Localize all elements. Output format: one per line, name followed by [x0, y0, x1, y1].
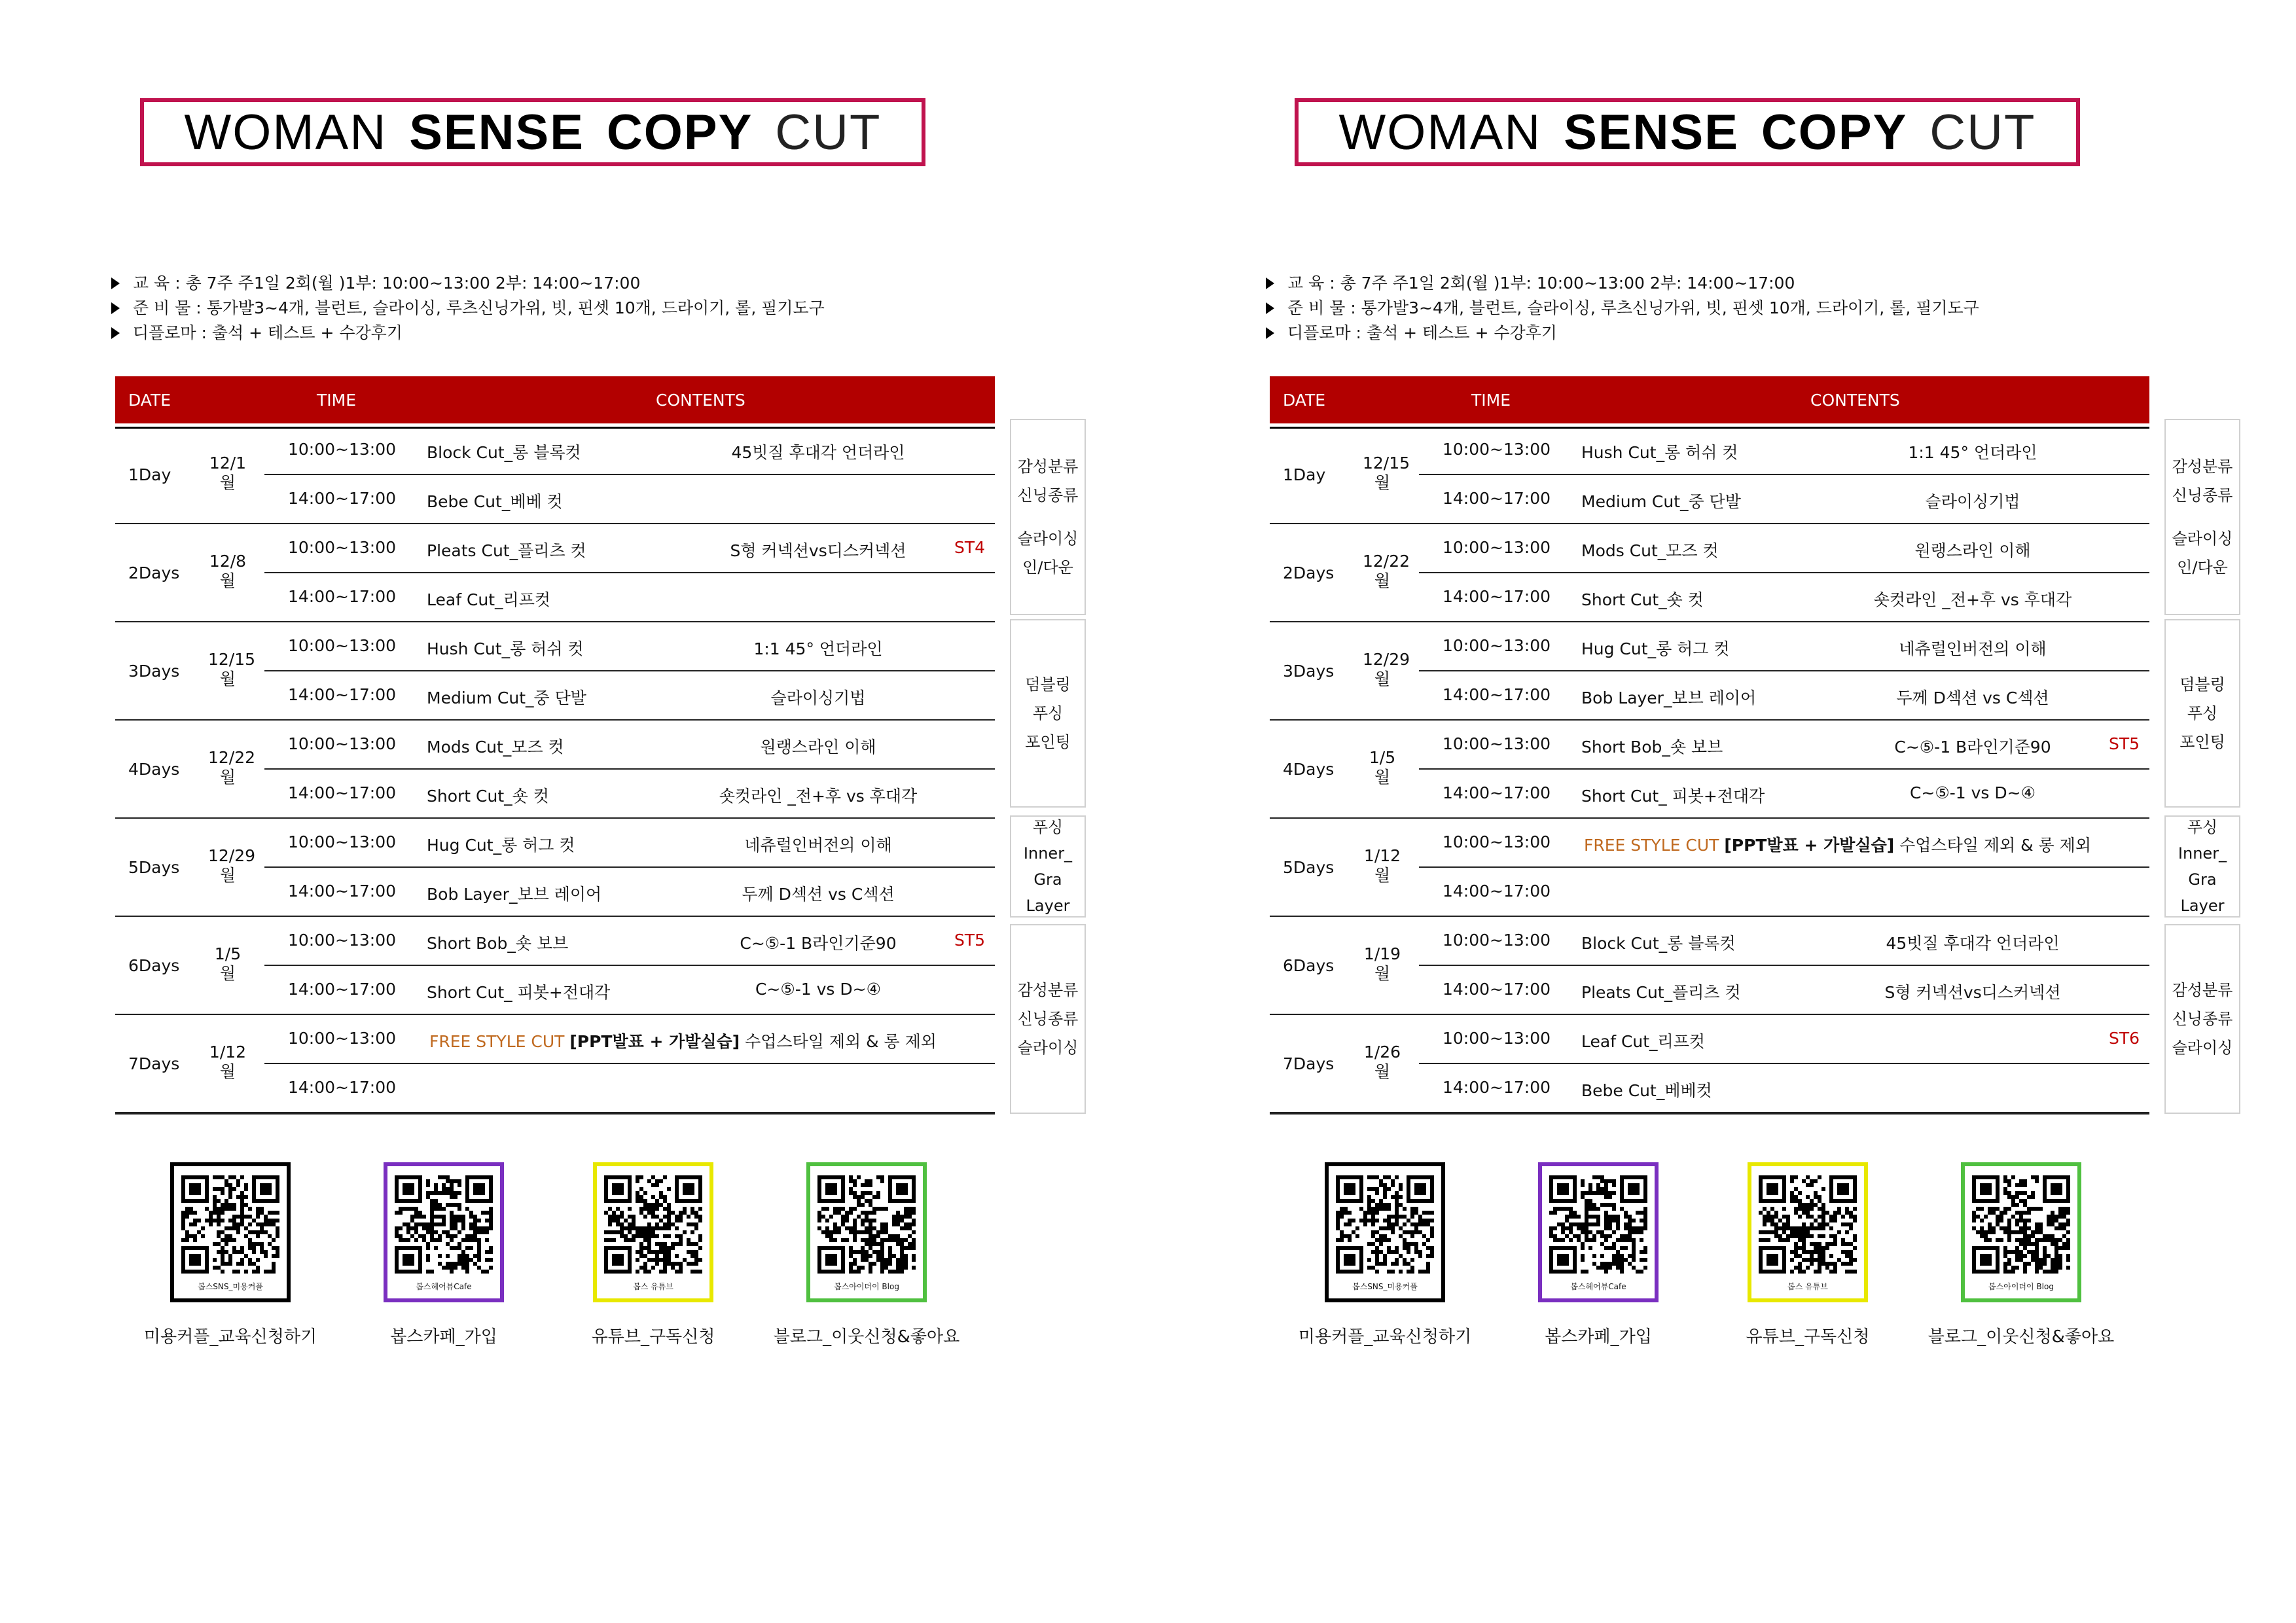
technique-text: 포인팅	[1025, 733, 1071, 751]
weekday-value: 월	[219, 571, 236, 590]
st-badge: ST4	[954, 538, 986, 557]
technique-text: 신닝종류	[1017, 1010, 1079, 1028]
cut-description: 숏컷라인 _전+후 vs 후대각	[719, 787, 918, 806]
info-text: 준 비 물 : 통가발3~4개, 블런트, 슬라이싱, 루츠신닝가위, 빗, 핀셋 10개, 드라이기, 롤, 필기도구	[1287, 298, 1979, 317]
date-value: 12/22	[1363, 552, 1410, 571]
header-date: DATE	[1283, 391, 1326, 410]
cut-name: Short Cut_숏 컷	[427, 787, 549, 806]
date-label	[208, 748, 256, 787]
technique-text: 감성분류	[1017, 981, 1079, 999]
cut-description: S형 커넥션vs디스커넥션	[1884, 983, 2061, 1002]
date-value: 12/8	[209, 552, 247, 571]
date-label	[1363, 748, 1402, 787]
technique-text: Inner_	[1023, 844, 1073, 863]
cut-name: Block Cut_롱 블록컷	[427, 443, 581, 462]
qr-link-label: 봅스카페_가입	[1545, 1327, 1652, 1347]
date-value: 1/5	[1369, 748, 1396, 767]
cut-name: Medium Cut_중 단발	[1581, 492, 1741, 511]
date-label	[1363, 454, 1410, 493]
cut-name: Mods Cut_모즈 컷	[1581, 541, 1719, 560]
day-divider	[115, 719, 995, 721]
header-contents: CONTENTS	[1810, 391, 1900, 410]
technique-text: Layer	[1026, 897, 1070, 915]
day-label: 7Days	[1283, 1054, 1335, 1073]
bullet-triangle-icon	[1266, 327, 1274, 339]
day-divider	[115, 817, 995, 819]
technique-box	[1010, 815, 1086, 918]
cut-name: Block Cut_롱 블록컷	[1581, 934, 1736, 953]
day-label: 1Day	[128, 465, 171, 484]
cut-name: Mods Cut_모즈 컷	[427, 738, 564, 757]
cut-name: Medium Cut_중 단발	[427, 688, 586, 707]
day-label: 6Days	[1283, 956, 1335, 975]
cut-description: 두께 D섹션 vs C섹션	[742, 885, 895, 904]
day-divider	[1270, 523, 2149, 524]
technique-box	[2164, 924, 2240, 1114]
cut-name: Short Cut_ 피봇+전대각	[1581, 787, 1765, 806]
day-divider	[1270, 916, 2149, 917]
course-info	[111, 271, 825, 346]
date-value: 1/12	[1363, 846, 1401, 865]
technique-box	[1010, 619, 1086, 808]
day-divider	[1270, 1014, 2149, 1015]
cut-description: 원랭스라인 이해	[1914, 541, 2031, 560]
table-header	[115, 376, 995, 423]
date-value: 12/22	[208, 748, 256, 767]
title-word-cut: CUT	[1929, 104, 2036, 160]
session-time: 14:00~17:00	[1443, 1078, 1551, 1097]
session-time: 10:00~13:00	[288, 832, 397, 851]
cut-description: S형 커넥션vs디스커넥션	[730, 541, 906, 560]
free-style-note: 수업스타일 제외 & 롱 제외	[1899, 836, 2091, 855]
qr-caption: 봅스아이더이 Blog	[1988, 1282, 2054, 1291]
row-divider	[264, 670, 995, 671]
technique-text: 푸싱	[1032, 818, 1064, 836]
session-time: 14:00~17:00	[288, 980, 397, 999]
day-divider	[115, 523, 995, 524]
technique-text: Inner_	[2178, 844, 2227, 863]
cut-name: Pleats Cut_플리츠 컷	[1581, 983, 1741, 1002]
title-word-copy: COPY	[606, 104, 753, 160]
qr-link-label: 유튜브_구독신청	[591, 1327, 715, 1347]
technique-text: 슬라이싱	[2172, 1039, 2233, 1057]
technique-box	[1010, 419, 1086, 615]
weekday-value: 월	[1374, 768, 1391, 787]
info-line	[1266, 296, 1979, 321]
cut-description: 슬라이싱기법	[1925, 492, 2020, 511]
day-divider	[115, 1112, 995, 1115]
free-style-content	[1584, 832, 2091, 856]
cut-description: C~⑤-1 B라인기준90	[1894, 738, 2051, 757]
date-label	[1363, 650, 1410, 689]
cut-description: C~⑤-1 B라인기준90	[740, 934, 897, 953]
technique-box	[2164, 619, 2240, 808]
qr-caption: 봅스헤어뷰Cafe	[1570, 1282, 1626, 1291]
date-value: 12/29	[208, 846, 256, 865]
technique-text: 감성분류	[1017, 457, 1079, 476]
technique-text: 덤블링	[1025, 675, 1071, 694]
free-style-label: FREE STYLE CUT	[429, 1032, 565, 1051]
qr-code-icon	[1549, 1175, 1647, 1274]
session-time: 10:00~13:00	[1443, 1029, 1551, 1048]
date-value: 12/15	[1363, 454, 1410, 473]
title-word-copy: COPY	[1761, 104, 1908, 160]
technique-text: Gra	[1033, 870, 1062, 889]
date-value: 1/5	[214, 944, 242, 963]
session-time: 14:00~17:00	[1443, 489, 1551, 508]
page-title	[140, 98, 925, 166]
date-value: 12/1	[209, 454, 247, 473]
qr-caption: 봅스아이더이 Blog	[834, 1282, 899, 1291]
free-style-content	[429, 1029, 937, 1052]
session-time: 10:00~13:00	[288, 636, 397, 655]
qr-caption: 봅스 유튜브	[633, 1282, 673, 1291]
date-label	[208, 944, 247, 984]
cut-name: Hush Cut_롱 허쉬 컷	[1581, 443, 1738, 462]
session-time: 14:00~17:00	[1443, 685, 1551, 704]
header-time: TIME	[317, 391, 357, 410]
session-time: 14:00~17:00	[1443, 783, 1551, 802]
qr-link-label: 미용커플_교육신청하기	[1298, 1327, 1472, 1347]
session-time: 10:00~13:00	[1443, 734, 1551, 753]
date-value: 1/19	[1363, 944, 1401, 963]
session-time: 10:00~13:00	[1443, 832, 1551, 851]
session-time: 14:00~17:00	[1443, 980, 1551, 999]
weekday-value: 월	[1374, 473, 1391, 492]
technique-text: 신닝종류	[1017, 486, 1079, 505]
weekday-value: 월	[219, 1062, 236, 1081]
ppt-label: [PPT발표 + 가발실습]	[569, 1032, 740, 1051]
technique-text: 신닝종류	[2172, 486, 2233, 505]
session-time: 14:00~17:00	[288, 685, 397, 704]
technique-text: 신닝종류	[2172, 1010, 2233, 1028]
bullet-triangle-icon	[111, 277, 120, 289]
date-label	[208, 552, 247, 591]
date-label	[1363, 552, 1410, 591]
qr-code	[384, 1162, 504, 1302]
info-text: 교 육 : 총 7주 주1일 2회(월 )1부: 10:00~13:00 2부: 14:00~17:00	[133, 274, 641, 293]
date-label	[208, 454, 247, 493]
qr-link-label: 미용커플_교육신청하기	[143, 1327, 317, 1347]
cut-name: Short Bob_숏 보브	[427, 934, 569, 953]
row-divider	[1419, 670, 2149, 671]
technique-text: Layer	[2180, 897, 2225, 915]
cut-description: C~⑤-1 vs D~④	[1909, 783, 2036, 802]
day-label: 1Day	[1283, 465, 1326, 484]
technique-text: 푸싱	[2187, 818, 2218, 836]
date-value: 1/12	[209, 1043, 247, 1061]
row-divider	[264, 572, 995, 573]
session-time: 10:00~13:00	[1443, 636, 1551, 655]
technique-text: Gra	[2188, 870, 2217, 889]
cut-name: Leaf Cut_리프컷	[427, 590, 550, 609]
day-divider	[1270, 719, 2149, 721]
technique-text: 인/다운	[2177, 558, 2228, 577]
session-time: 10:00~13:00	[288, 538, 397, 557]
cut-name: Short Bob_숏 보브	[1581, 738, 1723, 757]
weekday-value: 월	[219, 768, 236, 787]
weekday-value: 월	[1374, 571, 1391, 590]
day-divider	[115, 916, 995, 917]
course-info	[1266, 271, 1979, 346]
day-label: 2Days	[1283, 563, 1335, 582]
row-divider	[264, 1063, 995, 1064]
bullet-triangle-icon	[111, 327, 120, 339]
ppt-label: [PPT발표 + 가발실습]	[1724, 836, 1895, 855]
cut-description: 45빗질 후대각 언더라인	[731, 443, 905, 462]
row-divider	[264, 474, 995, 475]
cut-description: 1:1 45° 언더라인	[753, 639, 883, 658]
day-label: 3Days	[1283, 662, 1335, 681]
day-divider	[1270, 1112, 2149, 1115]
info-line	[1266, 321, 1979, 346]
technique-text: 푸싱	[2187, 704, 2218, 722]
row-divider	[264, 866, 995, 868]
technique-text: 푸싱	[1032, 704, 1064, 722]
title-word-sense: SENSE	[1564, 104, 1739, 160]
cut-name: Bob Layer_보브 레이어	[427, 885, 602, 904]
day-label: 7Days	[128, 1054, 180, 1073]
qr-link-label: 블로그_이웃신청&좋아요	[773, 1327, 960, 1347]
qr-code	[1538, 1162, 1659, 1302]
weekday-value: 월	[219, 964, 236, 983]
qr-link-label: 유튜브_구독신청	[1746, 1327, 1870, 1347]
session-time: 14:00~17:00	[1443, 587, 1551, 606]
date-label	[1363, 846, 1402, 885]
day-label: 3Days	[128, 662, 180, 681]
day-label: 5Days	[128, 858, 180, 877]
session-time: 10:00~13:00	[1443, 931, 1551, 950]
info-text: 디플로마 : 출석 + 테스트 + 수강후기	[133, 323, 403, 342]
cut-name: Bebe Cut_베베 컷	[427, 492, 563, 511]
technique-text: 슬라이싱	[2172, 529, 2233, 548]
session-time: 14:00~17:00	[288, 489, 397, 508]
free-style-label: FREE STYLE CUT	[1584, 836, 1719, 855]
info-line	[1266, 271, 1979, 296]
day-label: 6Days	[128, 956, 180, 975]
row-divider	[1419, 1063, 2149, 1064]
session-time: 14:00~17:00	[288, 1078, 397, 1097]
date-label	[208, 650, 256, 689]
info-text: 준 비 물 : 통가발3~4개, 블런트, 슬라이싱, 루츠신닝가위, 빗, 핀셋 10개, 드라이기, 롤, 필기도구	[133, 298, 825, 317]
session-time: 10:00~13:00	[288, 734, 397, 753]
qr-caption: 봅스 유튜브	[1787, 1282, 1828, 1291]
technique-box	[2164, 815, 2240, 918]
info-text: 교 육 : 총 7주 주1일 2회(월 )1부: 10:00~13:00 2부: 14:00~17:00	[1287, 274, 1795, 293]
technique-text: 슬라이싱	[1017, 1039, 1079, 1057]
date-label	[208, 1043, 247, 1082]
header-contents: CONTENTS	[656, 391, 745, 410]
row-divider	[1419, 474, 2149, 475]
technique-text: 인/다운	[1022, 558, 1073, 577]
qr-code-icon	[604, 1175, 702, 1274]
technique-text: 감성분류	[2172, 981, 2233, 999]
cut-description: 숏컷라인 _전+후 vs 후대각	[1873, 590, 2072, 609]
bullet-triangle-icon	[1266, 277, 1274, 289]
header-date: DATE	[128, 391, 171, 410]
qr-code-icon	[395, 1175, 493, 1274]
row-divider	[1419, 965, 2149, 966]
qr-code	[806, 1162, 927, 1302]
qr-code-icon	[1759, 1175, 1857, 1274]
cut-name: Leaf Cut_리프컷	[1581, 1032, 1705, 1051]
weekday-value: 월	[1374, 1062, 1391, 1081]
cut-name: Bob Layer_보브 레이어	[1581, 688, 1757, 707]
session-time: 14:00~17:00	[288, 882, 397, 901]
st-badge: ST5	[954, 931, 986, 950]
date-value: 12/29	[1363, 650, 1410, 669]
date-label	[208, 846, 256, 885]
weekday-value: 월	[219, 669, 236, 688]
title-word-cut: CUT	[775, 104, 882, 160]
session-time: 14:00~17:00	[288, 783, 397, 802]
row-divider	[264, 965, 995, 966]
day-divider	[1270, 817, 2149, 819]
date-value: 12/15	[208, 650, 256, 669]
qr-code	[1748, 1162, 1868, 1302]
session-time: 10:00~13:00	[288, 440, 397, 459]
technique-text: 포인팅	[2179, 733, 2225, 751]
cut-name: Pleats Cut_플리츠 컷	[427, 541, 586, 560]
cut-description: 45빗질 후대각 언더라인	[1886, 934, 2060, 953]
technique-box	[2164, 419, 2240, 615]
session-time: 10:00~13:00	[1443, 538, 1551, 557]
session-time: 10:00~13:00	[1443, 440, 1551, 459]
title-word-woman: WOMAN	[184, 104, 387, 160]
cut-name: Hug Cut_롱 허그 컷	[1581, 639, 1730, 658]
row-divider	[264, 768, 995, 770]
row-divider	[1419, 572, 2149, 573]
weekday-value: 월	[219, 866, 236, 885]
qr-code-icon	[817, 1175, 916, 1274]
day-label: 2Days	[128, 563, 180, 582]
weekday-value: 월	[1374, 669, 1391, 688]
weekday-value: 월	[1374, 866, 1391, 885]
qr-link-label: 블로그_이웃신청&좋아요	[1928, 1327, 2115, 1347]
technique-text: 감성분류	[2172, 457, 2233, 476]
session-time: 10:00~13:00	[288, 931, 397, 950]
technique-text: 덤블링	[2179, 675, 2225, 694]
qr-code-icon	[1336, 1175, 1434, 1274]
free-style-note: 수업스타일 제외 & 롱 제외	[745, 1032, 937, 1051]
qr-caption: 봅스SNS_미용커플	[1352, 1282, 1418, 1291]
day-divider	[115, 621, 995, 622]
date-label	[1363, 944, 1402, 984]
row-divider	[1419, 768, 2149, 770]
cut-name: Bebe Cut_베베컷	[1581, 1081, 1712, 1100]
weekday-value: 월	[1374, 964, 1391, 983]
table-header	[1270, 376, 2149, 423]
technique-box	[1010, 924, 1086, 1114]
session-time: 10:00~13:00	[288, 1029, 397, 1048]
qr-caption: 봅스SNS_미용커플	[198, 1282, 263, 1291]
cut-description: 네츄럴인버전의 이해	[744, 836, 892, 855]
day-label: 4Days	[128, 760, 180, 779]
date-label	[1363, 1043, 1402, 1082]
st-badge: ST6	[2109, 1029, 2140, 1048]
cut-description: C~⑤-1 vs D~④	[755, 980, 882, 999]
info-line	[111, 296, 825, 321]
cut-description: 1:1 45° 언더라인	[1908, 443, 2037, 462]
cut-description: 원랭스라인 이해	[760, 738, 876, 757]
cut-name: Short Cut_ 피봇+전대각	[427, 983, 611, 1002]
row-divider	[1419, 866, 2149, 868]
qr-caption: 봅스헤어뷰Cafe	[416, 1282, 472, 1291]
cut-description: 두께 D섹션 vs C섹션	[1896, 688, 2049, 707]
date-value: 1/26	[1363, 1043, 1401, 1061]
qr-code	[593, 1162, 713, 1302]
technique-text: 슬라이싱	[1017, 529, 1079, 548]
info-line	[111, 271, 825, 296]
qr-code	[1325, 1162, 1445, 1302]
st-badge: ST5	[2109, 734, 2140, 753]
bullet-triangle-icon	[1266, 302, 1274, 314]
qr-code-icon	[181, 1175, 279, 1274]
qr-code	[170, 1162, 291, 1302]
qr-code	[1961, 1162, 2081, 1302]
day-divider	[115, 1014, 995, 1015]
cut-name: Hush Cut_롱 허쉬 컷	[427, 639, 584, 658]
info-text: 디플로마 : 출석 + 테스트 + 수강후기	[1287, 323, 1557, 342]
session-time: 14:00~17:00	[1443, 882, 1551, 901]
cut-description: 네츄럴인버전의 이해	[1899, 639, 2047, 658]
qr-link-label: 봅스카페_가입	[390, 1327, 497, 1347]
bullet-triangle-icon	[111, 302, 120, 314]
header-time: TIME	[1471, 391, 1511, 410]
info-line	[111, 321, 825, 346]
cut-name: Hug Cut_롱 허그 컷	[427, 836, 575, 855]
schedule-page-right	[1155, 0, 2296, 1623]
page-title	[1295, 98, 2080, 166]
title-word-woman: WOMAN	[1338, 104, 1542, 160]
cut-description: 슬라이싱기법	[770, 688, 866, 707]
qr-code-icon	[1972, 1175, 2070, 1274]
session-time: 14:00~17:00	[288, 587, 397, 606]
title-word-sense: SENSE	[409, 104, 584, 160]
day-label: 5Days	[1283, 858, 1335, 877]
day-divider	[1270, 621, 2149, 622]
day-label: 4Days	[1283, 760, 1335, 779]
cut-name: Short Cut_숏 컷	[1581, 590, 1704, 609]
weekday-value: 월	[219, 473, 236, 492]
